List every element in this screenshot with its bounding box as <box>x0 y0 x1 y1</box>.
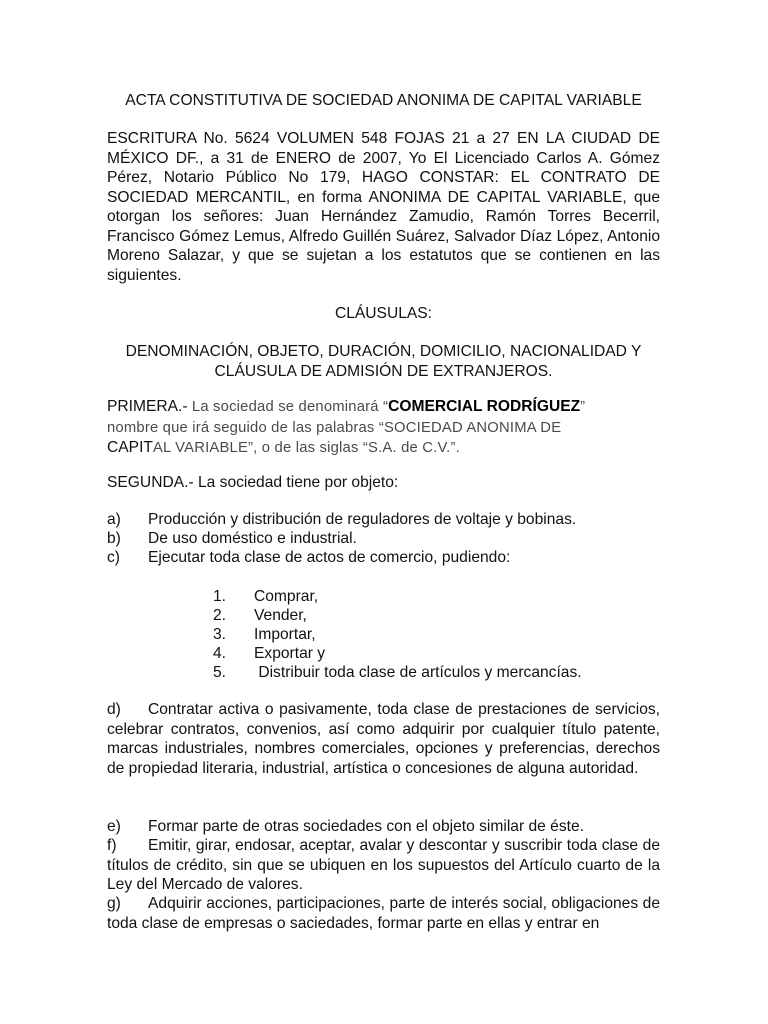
primera-text-a: La sociedad se denominará “ <box>187 399 389 415</box>
numbered-marker: 5. <box>213 664 227 681</box>
primera-line-3-dark: CAPIT <box>107 439 153 456</box>
numbered-marker: 2. <box>213 607 227 624</box>
numbered-text: Exportar y <box>254 645 326 662</box>
list-marker: b) <box>107 530 121 547</box>
primera-text-b: ” <box>580 399 586 415</box>
numbered-text: Vender, <box>254 607 307 624</box>
clause-primera <box>107 397 660 459</box>
list-item <box>107 548 667 568</box>
list-text: Adquirir acciones, participaciones, parte de interés social, obligaciones de toda clase de empresas o saciedades, formar parte en ellas y entrar en <box>107 895 660 932</box>
numbered-item <box>213 625 316 645</box>
list-item-g <box>107 894 660 933</box>
numbered-item <box>213 606 307 626</box>
list-text: Ejecutar toda clase de actos de comercio, pudiendo: <box>148 549 511 566</box>
numbered-marker: 3. <box>213 626 227 643</box>
company-name: COMERCIAL RODRÍGUEZ <box>388 398 581 415</box>
numbered-text: Distribuir toda clase de artículos y mercancías. <box>254 664 582 681</box>
list-marker: g) <box>107 895 121 912</box>
list-item-f <box>107 836 660 895</box>
list-marker: f) <box>107 837 117 854</box>
list-marker: c) <box>107 549 120 566</box>
section-heading: DENOMINACIÓN, OBJETO, DURACIÓN, DOMICILIO, NACIONALIDAD Y CLÁUSULA DE ADMISIÓN DE EXTRANJEROS. <box>125 343 642 380</box>
numbered-text: Comprar, <box>254 588 319 605</box>
list-marker: d) <box>107 701 121 718</box>
list-item-e <box>107 817 660 837</box>
clausulas-heading: CLÁUSULAS: <box>334 305 433 322</box>
list-marker: a) <box>107 511 121 528</box>
numbered-item <box>213 663 582 683</box>
list-text: Formar parte de otras sociedades con el objeto similar de éste. <box>148 818 584 835</box>
list-text: Producción y distribución de reguladores de voltaje y bobinas. <box>148 511 577 528</box>
intro-paragraph: ESCRITURA No. 5624 VOLUMEN 548 FOJAS 21 a 27 EN LA CIUDAD DE MÉXICO DF., a 31 de ENERO de 2007, Yo El Licenciado Carlos A. Gómez Pérez, Notario Público No 179, HAGO CONSTAR: EL CONTRATO DE SOCIEDAD MERCANTIL, en forma ANONIMA DE CAPITAL VARIABLE, que otorgan los señores: Juan Hernández Zamudio, Ramón Torres Becerril, Francisco Gómez Lemus, Alfredo Guillén Suárez, Salvador Díaz López, Antonio Moreno Salazar, y que se sujetan a los estatutos que se contienen en las siguientes. <box>107 130 660 284</box>
numbered-item <box>213 587 318 607</box>
primera-line-2: nombre que irá seguido de las palabras “SOCIEDAD ANONIMA DE <box>107 419 562 436</box>
primera-line-3-light: AL VARIABLE”, o de las siglas “S.A. de C.V.”. <box>152 440 460 456</box>
numbered-marker: 4. <box>213 645 227 662</box>
list-item <box>107 510 667 530</box>
list-text: Emitir, girar, endosar, aceptar, avalar y descontar y suscribir toda clase de títulos de crédito, sin que se ubiquen en los supuestos del Artículo cuarto de la Ley del Mercado de valores. <box>107 837 660 893</box>
list-marker: e) <box>107 818 121 835</box>
document-title: ACTA CONSTITUTIVA DE SOCIEDAD ANONIMA DE CAPITAL VARIABLE <box>125 92 642 109</box>
numbered-marker: 1. <box>213 588 227 605</box>
clause-segunda: SEGUNDA.- La sociedad tiene por objeto: <box>107 474 399 491</box>
primera-label: PRIMERA.- <box>107 398 188 415</box>
numbered-item <box>213 644 325 664</box>
list-text: De uso doméstico e industrial. <box>148 530 357 547</box>
list-item-d <box>107 700 660 778</box>
list-item <box>107 529 667 549</box>
list-text: Contratar activa o pasivamente, toda clase de prestaciones de servicios, celebrar contratos, convenios, así como adquirir por cualquier título patente, marcas industriales, nombres comerciales, opciones y preferencias, derechos de propiedad literaria, industrial, artística o concesiones de alguna autoridad. <box>107 701 660 777</box>
numbered-text: Importar, <box>254 626 316 643</box>
